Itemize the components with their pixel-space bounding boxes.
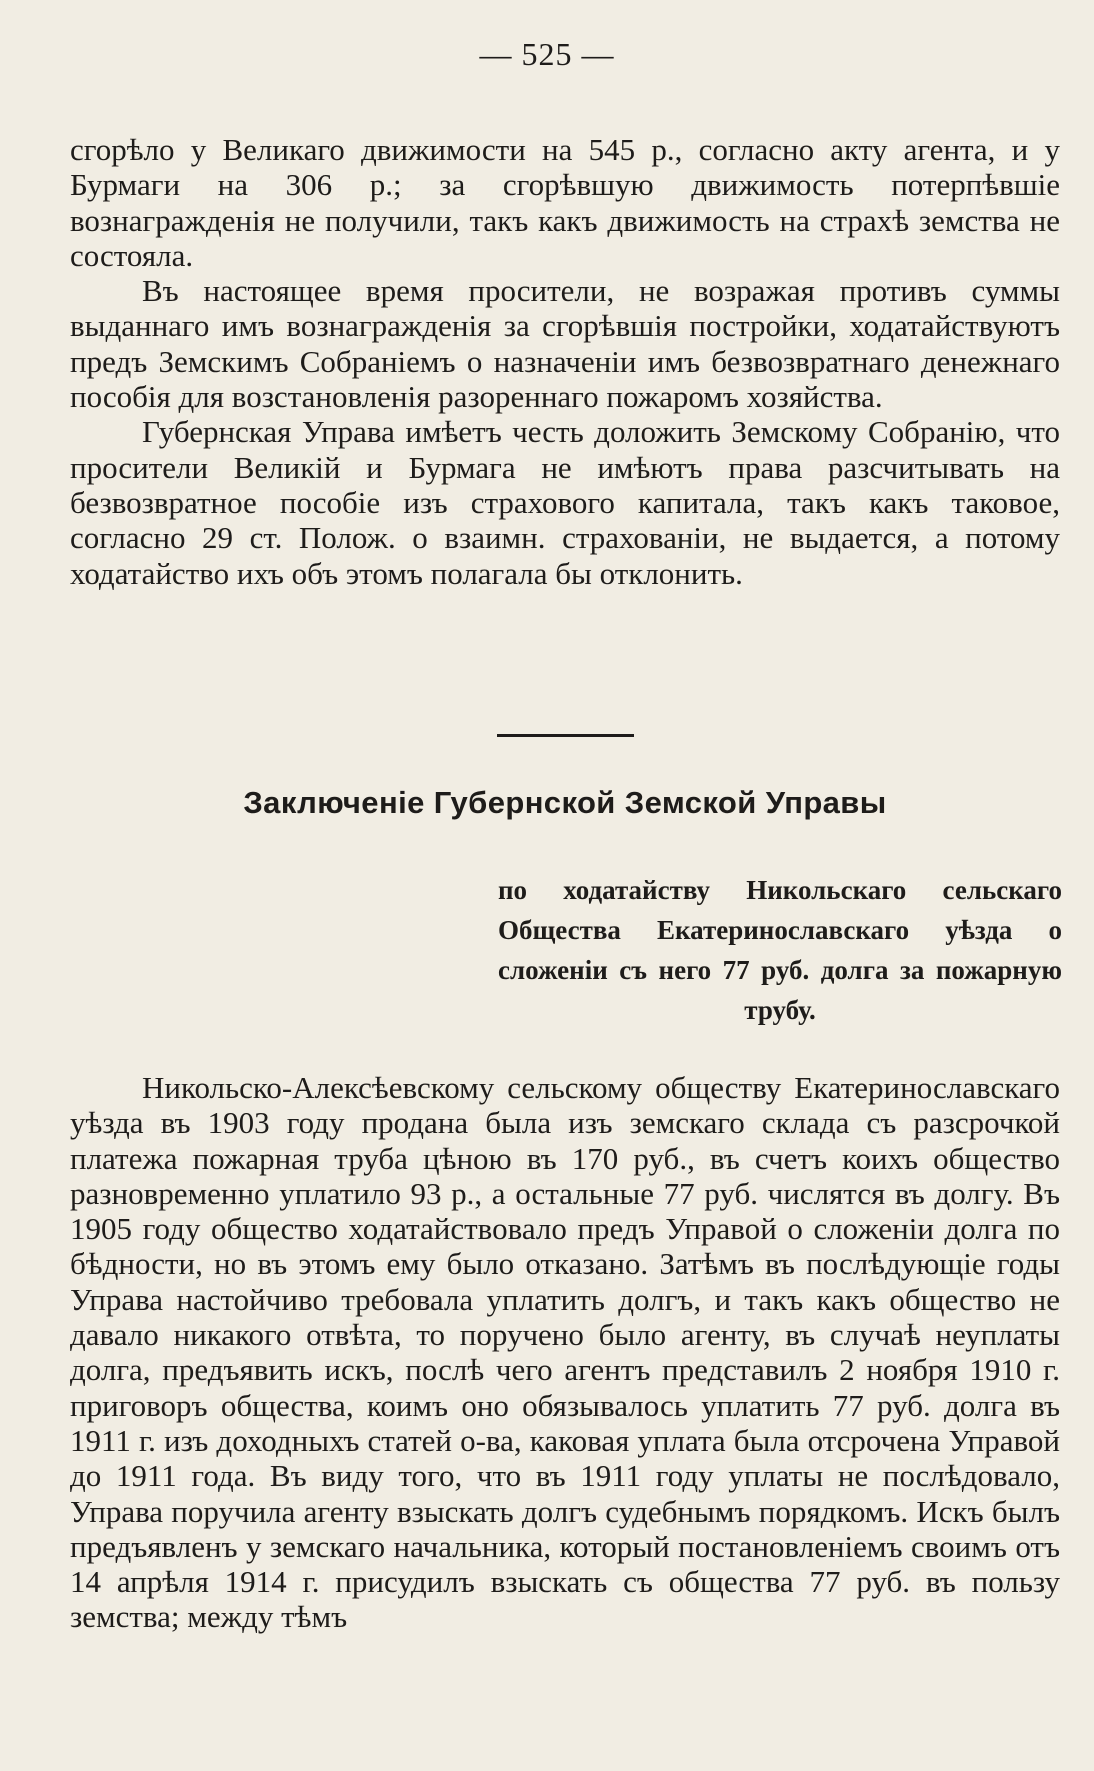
body-text-block bbox=[70, 1070, 1060, 1635]
intro-paragraph-board-opinion: Губернская Управа имѣетъ честь доложить Земскому Собранію, что просители Великій и Бурмага не имѣютъ права разсчитывать на безвозвратное пособіе изъ страхового капитала, такъ какъ таковое, согласно 29 ст. Полож. о взаимн. страхованіи, не выдается, а потому ходатайство ихъ объ этомъ полагала бы отклонить. bbox=[70, 414, 1060, 591]
page-number: — 525 — bbox=[479, 36, 615, 72]
section-heading: Заключеніе Губернской Земской Управы bbox=[243, 785, 887, 820]
intro-text-block bbox=[70, 132, 1060, 591]
intro-paragraph-continuation: сгорѣло у Великаго движимости на 545 р., согласно акту агента, и у Бурмаги на 306 р.; за сгорѣвшую движимость потерпѣвшіе вознагражденія не получили, такъ какъ движимость на страхѣ земства не состояла. bbox=[70, 132, 1060, 273]
body-paragraph: Никольско-Алексѣевскому сельскому обществу Екатеринославскаго уѣзда въ 1903 году продана была изъ земскаго склада съ разсрочкой платежа пожарная труба цѣною въ 170 руб., въ счетъ коихъ общество разновременно уплатило 93 р., а остальные 77 руб. числятся въ долгу. Въ 1905 году общество ходатайствовало предъ Управой о сложеніи долга по бѣдности, но въ этомъ ему было отказано. Затѣмъ въ послѣдующіе годы Управа настойчиво требовала уплатить долгъ, и такъ какъ общество не давало никакого отвѣта, то поручено было агенту, въ случаѣ неуплаты долга, предъявить искъ, послѣ чего агентъ представилъ 2 ноября 1910 г. приговоръ общества, коимъ оно обязывалось уплатить 77 руб. долга въ 1911 г. изъ доходныхъ статей о-ва, каковая уплата была отсрочена Управой до 1911 года. Въ виду того, что въ 1911 году уплаты не послѣдовало, Управа поручила агенту взыскать долгъ судебнымъ порядкомъ. Искъ былъ предъявленъ у земскаго начальника, который постановленіемъ своимъ отъ 14 апрѣля 1914 г. присудилъ взыскать съ общества 77 руб. въ пользу земства; между тѣмъ bbox=[70, 1070, 1060, 1635]
section-divider bbox=[497, 734, 634, 737]
section-subheading: по ходатайству Никольскаго сельскаго Общества Екатеринославскаго уѣзда о сложеніи съ него 77 руб. долга за пожарную трубу. bbox=[498, 875, 1062, 1025]
intro-paragraph-petition: Въ настоящее время просители, не возражая противъ суммы выданнаго имъ вознагражденія за сгорѣвшія постройки, ходатайствуютъ предъ Земскимъ Собраніемъ о назначеніи имъ безвозвратнаго денежнаго пособія для возстановленія разореннаго пожаромъ хозяйства. bbox=[70, 273, 1060, 415]
